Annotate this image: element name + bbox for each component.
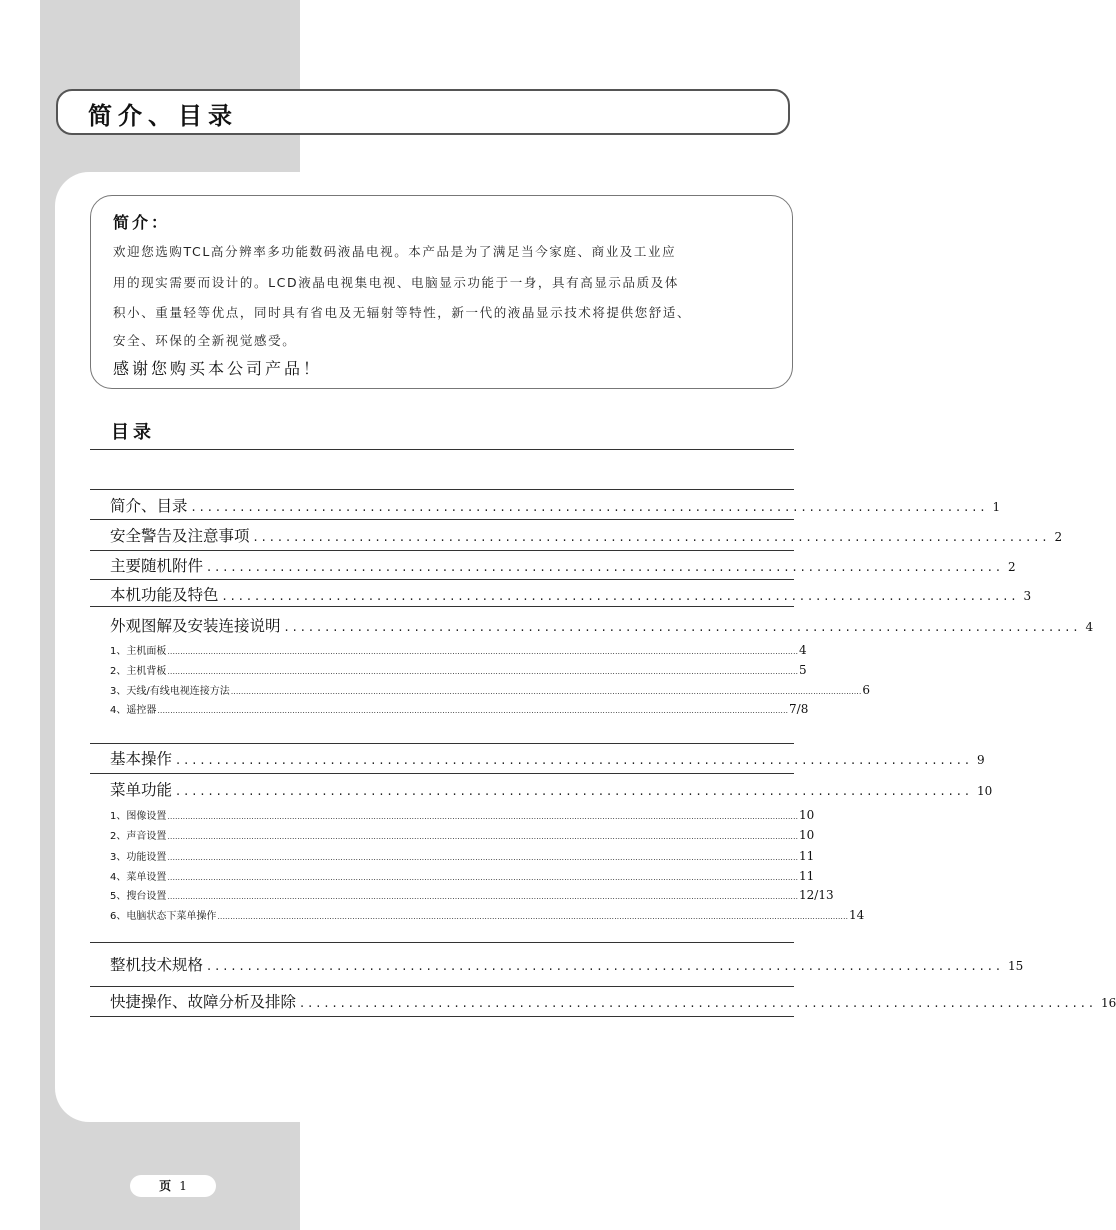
toc-subentry-title: 4、遥控器: [110, 705, 157, 716]
toc-leader: ..................................................................................................: [300, 996, 1097, 1011]
toc-subentry[interactable]: [110, 702, 809, 716]
toc-subentry-page: 11: [799, 869, 815, 883]
toc-subentry-page: 6: [862, 683, 871, 697]
section-header: [56, 89, 790, 135]
toc-entry[interactable]: [110, 585, 1032, 605]
page-number: 1: [179, 1179, 187, 1193]
divider: [90, 550, 794, 551]
toc-entry[interactable]: [110, 749, 985, 769]
toc-entry[interactable]: [110, 556, 1016, 576]
toc-entry[interactable]: [110, 992, 1116, 1012]
toc-entry-title: 基本操作: [110, 750, 173, 768]
toc-entry-title: 外观图解及安装连接说明: [110, 617, 281, 635]
toc-subentry[interactable]: [110, 808, 815, 822]
toc-subentry-title: 4、菜单设置: [110, 872, 167, 883]
toc-entry-title: 简介、目录: [110, 497, 188, 515]
toc-subentry[interactable]: [110, 908, 865, 922]
toc-entry-title: 本机功能及特色: [110, 586, 219, 604]
toc-heading-rule: [90, 449, 794, 450]
divider: [90, 489, 794, 490]
page-title: 简介、目录: [88, 101, 238, 130]
toc-entry-page: 9: [976, 753, 985, 767]
toc-leader: ........................................................................................................................................................................................................................................................: [167, 853, 799, 862]
toc-subentry-title: 3、功能设置: [110, 852, 167, 863]
toc-subentry[interactable]: [110, 683, 871, 697]
intro-line: 欢迎您选购TCL高分辨率多功能数码液晶电视。本产品是为了满足当今家庭、商业及工业应: [113, 244, 677, 259]
toc-entry-page: 2: [1007, 560, 1016, 574]
toc-leader: ..................................................................................................: [253, 530, 1051, 545]
toc-leader: ........................................................................................................................................................................................................................................................: [167, 647, 799, 656]
page-label: 页: [159, 1179, 172, 1193]
toc-leader: ........................................................................................................................................................................................................................................................: [167, 892, 799, 901]
toc-heading: 目录: [111, 422, 155, 443]
toc-entry-title: 安全警告及注意事项: [110, 527, 250, 545]
toc-subentry[interactable]: [110, 888, 834, 902]
toc-subentry-page: 10: [799, 828, 815, 842]
toc-leader: ........................................................................................................................................................................................................................................................: [157, 706, 789, 715]
divider: [90, 773, 794, 774]
page-number-badge: [130, 1175, 216, 1197]
toc-subentry-page: 12/13: [799, 888, 834, 902]
divider: [90, 986, 794, 987]
toc-subentry-page: 14: [849, 908, 865, 922]
intro-line: 安全、环保的全新视觉感受。: [113, 333, 297, 348]
toc-subentry[interactable]: [110, 869, 815, 883]
intro-line: 积小、重量轻等优点，同时具有省电及无辐射等特性，新一代的液晶显示技术将提供您舒适、: [113, 305, 692, 320]
toc-leader: ........................................................................................................................................................................................................................................................: [230, 687, 862, 696]
toc-entry[interactable]: [110, 616, 1094, 636]
divider: [90, 579, 794, 580]
toc-subentry-page: 5: [799, 663, 807, 677]
toc-subentry-page: 4: [799, 643, 807, 657]
toc-subentry[interactable]: [110, 828, 815, 842]
toc-subentry-title: 1、图像设置: [110, 811, 167, 822]
toc-subentry-title: 6、电脑状态下菜单操作: [110, 911, 217, 922]
toc-entry-page: 10: [976, 784, 993, 798]
toc-entry-page: 1: [992, 500, 1001, 514]
toc-entry-title: 菜单功能: [110, 781, 173, 799]
toc-leader: ..................................................................................................: [176, 753, 973, 768]
toc-entry-page: 2: [1054, 530, 1063, 544]
toc-entry[interactable]: [110, 955, 1024, 975]
toc-leader: ..................................................................................................: [191, 500, 989, 515]
divider: [90, 606, 794, 607]
toc-subentry-page: 10: [799, 808, 815, 822]
toc-subentry-title: 1、主机面板: [110, 646, 167, 657]
toc-entry[interactable]: [110, 496, 1001, 516]
intro-thanks: 感谢您购买本公司产品！: [113, 359, 323, 378]
toc-subentry-title: 2、声音设置: [110, 831, 167, 842]
toc-entry-title: 主要随机附件: [110, 557, 204, 575]
toc-leader: ........................................................................................................................................................................................................................................................: [167, 812, 799, 821]
intro-heading: 简介：: [113, 213, 171, 232]
toc-subentry-page: 11: [799, 849, 815, 863]
divider: [90, 743, 794, 744]
toc-subentry[interactable]: [110, 663, 807, 677]
toc-entry-title: 整机技术规格: [110, 956, 204, 974]
intro-box: [90, 195, 793, 389]
divider: [90, 942, 794, 943]
divider: [90, 1016, 794, 1017]
toc-leader: ..................................................................................................: [176, 784, 973, 799]
toc-subentry-title: 5、搜台设置: [110, 891, 167, 902]
toc-leader: ........................................................................................................................................................................................................................................................: [167, 667, 799, 676]
toc-subentry-page: 7/8: [789, 702, 809, 716]
toc-entry-page: 15: [1007, 959, 1024, 973]
toc-entry-page: 3: [1023, 589, 1032, 603]
toc-leader: ........................................................................................................................................................................................................................................................: [217, 912, 849, 921]
toc-leader: ........................................................................................................................................................................................................................................................: [167, 873, 799, 882]
toc-entry[interactable]: [110, 526, 1063, 546]
toc-leader: ..................................................................................................: [207, 560, 1004, 575]
toc-entry-page: 4: [1085, 620, 1094, 634]
toc-subentry-title: 3、天线/有线电视连接方法: [110, 686, 230, 697]
toc-leader: ..................................................................................................: [284, 620, 1082, 635]
toc-entry-page: 16: [1100, 996, 1116, 1010]
toc-leader: ........................................................................................................................................................................................................................................................: [167, 832, 799, 841]
toc-subentry[interactable]: [110, 849, 815, 863]
divider: [90, 519, 794, 520]
intro-line: 用的现实需要而设计的。LCD液晶电视集电视、电脑显示功能于一身，具有高显示品质及体: [113, 275, 679, 290]
toc-subentry[interactable]: [110, 643, 807, 657]
toc-leader: ..................................................................................................: [222, 589, 1020, 604]
toc-entry[interactable]: [110, 780, 993, 800]
toc-entry-title: 快捷操作、故障分析及排除: [110, 993, 297, 1011]
toc-leader: ..................................................................................................: [207, 959, 1004, 974]
toc-subentry-title: 2、主机背板: [110, 666, 167, 677]
